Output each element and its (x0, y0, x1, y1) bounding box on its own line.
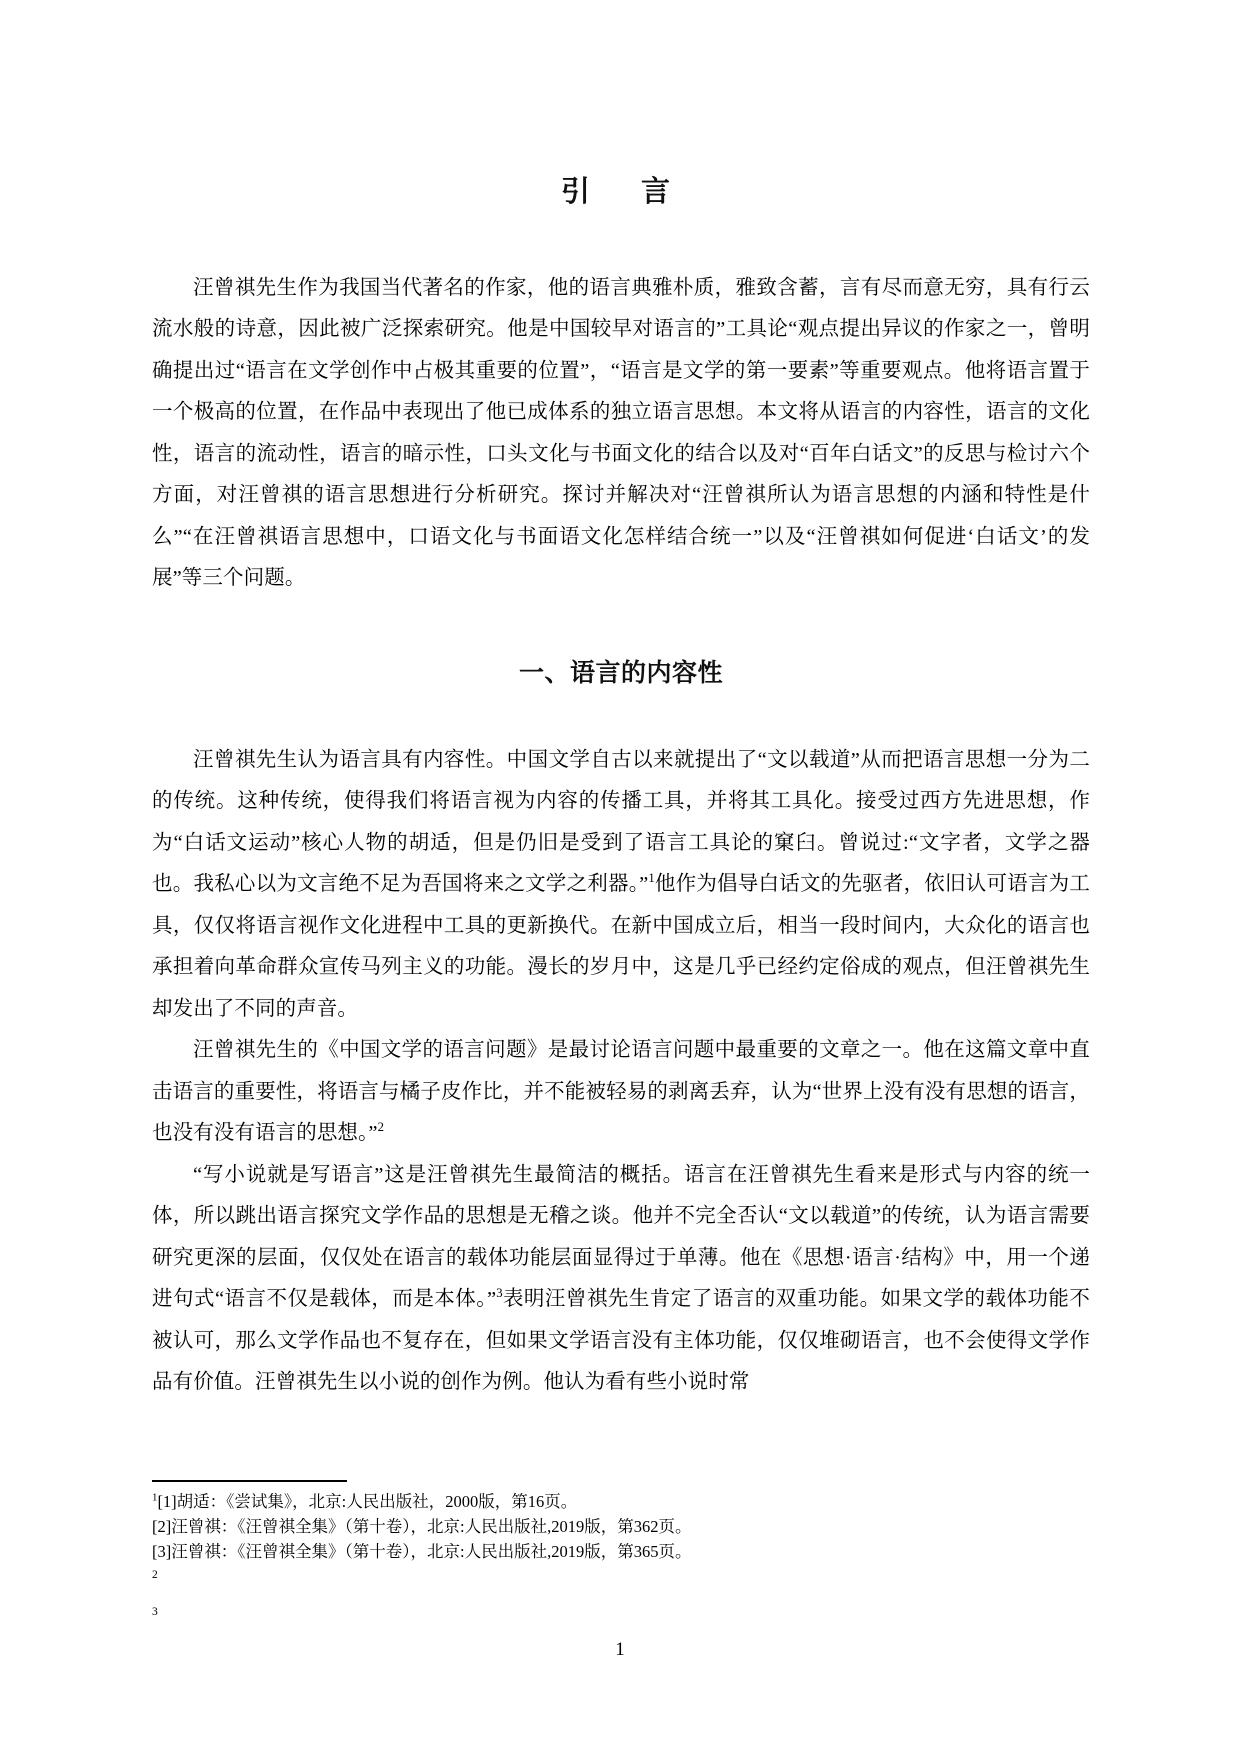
section1-paragraph-3-text-b: 表明汪曾祺先生肯定了语言的双重功能。如果文学的载体功能不被认可，那么文学作品也不复存在，但如果文学语言没有主体功能，仅仅堆砌语言，也不会使得文学作品有价值。汪曾祺先生以小说的创作为例。他认为看有些小说时常 (152, 1288, 1090, 1394)
section1-paragraph-2 (152, 1030, 1090, 1155)
page-number: 1 (615, 1639, 625, 1660)
section1-paragraph-3 (152, 1155, 1090, 1404)
section1-paragraph-1-text-b: 他作为倡导白话文的先驱者，依旧认可语言为工具，仅仅将语言视作文化进程中工具的更新换代。在新中国成立后，相当一段时间内，大众化的语言也承担着向革命群众宣传马列主义的功能。漫长的岁月中，这是几乎已经约定俗成的观点，但汪曾祺先生却发出了不同的声音。 (152, 873, 1090, 1020)
footnote-entry-2-text: [2]汪曾祺：《汪曾祺全集》（第十卷），北京:人民出版社,2019版，第362页。 (152, 1517, 692, 1536)
footnote-area (152, 1480, 1090, 1624)
footnote-entry-3 (152, 1539, 1090, 1564)
page-title: 引 言 (560, 176, 682, 208)
footnote-entry-3-text: [3]汪曾祺：《汪曾祺全集》（第十卷），北京:人民出版社,2019版，第365页。 (152, 1542, 692, 1561)
footnote-separator-rule (152, 1480, 347, 1482)
section1-paragraph-1-text-a: 汪曾祺先生认为语言具有内容性。中国文学自古以来就提出了“文以载道”从而把语言思想一分为二的传统。这种传统，使得我们将语言视为内容的传播工具，并将其工具化。接受过西方先进思想，作为“白话文运动”核心人物的胡适，但是仍旧是受到了语言工具论的窠臼。曾说过:“文字者，文学之器也。我私心以为文言绝不足为吾国将来之文学之利器。” (152, 748, 1090, 896)
section1-paragraph-1 (152, 740, 1090, 1031)
footnote-marker-1: 1 (648, 871, 655, 886)
footnote-entry-2 (152, 1514, 1090, 1539)
spacer-after-title (152, 210, 1090, 268)
footnote-entry-1-text: [1]胡适：《尝试集》，北京:人民出版社，2000版，第16页。 (157, 1492, 578, 1511)
spacer-after-section-heading (152, 688, 1090, 740)
footnote-entry-1 (152, 1489, 1090, 1514)
section1-paragraph-3-text-a: “写小说就是写语言”这是汪曾祺先生最简洁的概括。语言在汪曾祺先生看来是形式与内容的统一体，所以跳出语言探究文学作品的思想是无稽之谈。他并不完全否认“文以载道”的传统，认为语言需要研究更深的层面，仅仅处在语言的载体功能层面显得过于单薄。他在《思想·语言·结构》中，用一个递进句式“语言不仅是载体，而是本体。” (152, 1163, 1090, 1311)
section-heading-1: 一、语言的内容性 (518, 658, 723, 687)
footnote-marker-2: 2 (377, 1120, 384, 1135)
section1-paragraph-2-text-a: 汪曾祺先生的《中国文学的语言问题》是最讨论语言问题中最重要的文章之一。他在这篇文章中直击语言的重要性，将语言与橘子皮作比，并不能被轻易的剥离丢弃，认为“世界上没有没有思想的语言，也没有没有语言的思想。” (152, 1039, 1090, 1145)
spacer-before-section-heading (152, 600, 1090, 658)
footnote-marker-3: 3 (496, 1286, 503, 1301)
footnote-orphan-marker-2: 2 (152, 1569, 158, 1581)
page-content (152, 0, 1090, 1404)
footnote-orphan-marker-3: 3 (152, 1606, 158, 1618)
intro-paragraph: 汪曾祺先生作为我国当代著名的作家，他的语言典雅朴质，雅致含蓄，言有尽而意无穷，具有行云流水般的诗意，因此被广泛探索研究。他是中国较早对语言的”工具论“观点提出异议的作家之一，曾明确提出过“语言在文学创作中占极其重要的位置”，“语言是文学的第一要素”等重要观点。他将语言置于一个极高的位置，在作品中表现出了他已成体系的独立语言思想。本文将从语言的内容性，语言的文化性，语言的流动性，语言的暗示性，口头文化与书面文化的结合以及对“百年白话文”的反思与检讨六个方面，对汪曾祺的语言思想进行分析研究。探讨并解决对“汪曾祺所认为语言思想的内涵和特性是什么”“在汪曾祺语言思想中，口语文化与书面语文化怎样结合统一”以及“汪曾祺如何促进‘白话文’的发展”等三个问题。 (152, 276, 1090, 590)
footnote-entry-1-marker: 1 (152, 1491, 158, 1504)
